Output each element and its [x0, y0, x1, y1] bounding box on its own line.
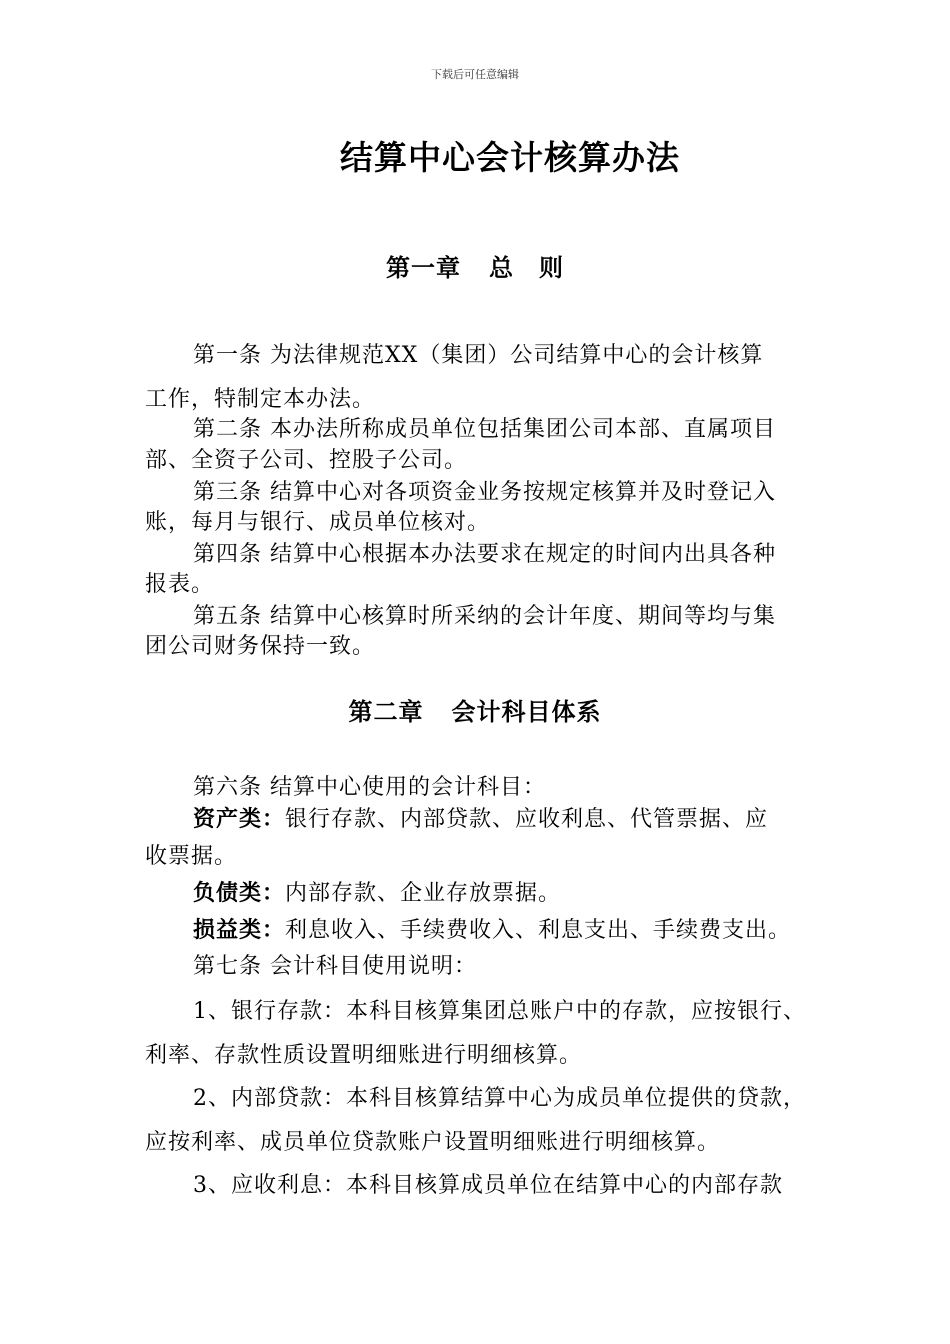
- paragraph-line: 团公司财务保持一致。: [145, 634, 376, 659]
- paragraph-line: 第三条 结算中心对各项资金业务按规定核算并及时登记入: [193, 480, 776, 505]
- chapter-label: 第一章: [386, 253, 461, 282]
- paragraph-line: 1、银行存款：本科目核算集团总账户中的存款，应按银行、: [193, 999, 806, 1024]
- paragraph-line: 部、全资子公司、控股子公司。: [145, 448, 468, 473]
- paragraph-line: 应按利率、成员单位贷款账户设置明细账进行明细核算。: [145, 1130, 721, 1155]
- paragraph-line: 第四条 结算中心根据本办法要求在规定的时间内出具各种: [193, 542, 776, 567]
- paragraph-line: 第七条 会计科目使用说明：: [193, 954, 477, 979]
- paragraph-line: 2、内部贷款：本科目核算结算中心为成员单位提供的贷款，: [193, 1086, 806, 1111]
- paragraph-line: [193, 913, 791, 944]
- assets-label: 资产类：: [193, 806, 286, 832]
- paragraph-line: [193, 876, 561, 907]
- header-note: 下载后可任意编辑: [431, 68, 519, 81]
- paragraph-line: 第五条 结算中心核算时所采纳的会计年度、期间等均与集: [193, 604, 776, 629]
- paragraph-line: 第二条 本办法所称成员单位包括集团公司本部、直属项目: [193, 417, 776, 442]
- document-title: 结算中心会计核算办法: [340, 138, 680, 177]
- profit-loss-text: 利息收入、手续费收入、利息支出、手续费支出。: [285, 918, 792, 943]
- chapter-2-heading: [0, 692, 950, 727]
- assets-text: 银行存款、内部贷款、应收利息、代管票据、应: [285, 807, 769, 832]
- paragraph-line: [193, 802, 768, 833]
- profit-loss-label: 损益类：: [193, 917, 286, 943]
- chapter-name: 会计科目体系: [451, 697, 602, 726]
- paragraph-line: 报表。: [145, 572, 215, 597]
- liabilities-text: 内部存款、企业存放票据。: [285, 881, 562, 906]
- paragraph-line: 3、应收利息：本科目核算成员单位在结算中心的内部存款: [193, 1173, 783, 1198]
- paragraph-line: 第一条 为法律规范XX（集团）公司结算中心的会计核算: [193, 343, 764, 368]
- chapter-name: 总 则: [489, 253, 564, 282]
- paragraph-line: 收票据。: [145, 844, 238, 869]
- paragraph-line: 账，每月与银行、成员单位核对。: [145, 510, 491, 535]
- liabilities-label: 负债类：: [193, 880, 286, 906]
- paragraph-line: 工作，特制定本办法。: [145, 387, 376, 412]
- chapter-label: 第二章: [348, 697, 424, 726]
- chapter-1-heading: [0, 248, 950, 283]
- paragraph-line: 利率、存款性质设置明细账进行明细核算。: [145, 1043, 583, 1068]
- paragraph-line: 第六条 结算中心使用的会计科目：: [193, 775, 546, 800]
